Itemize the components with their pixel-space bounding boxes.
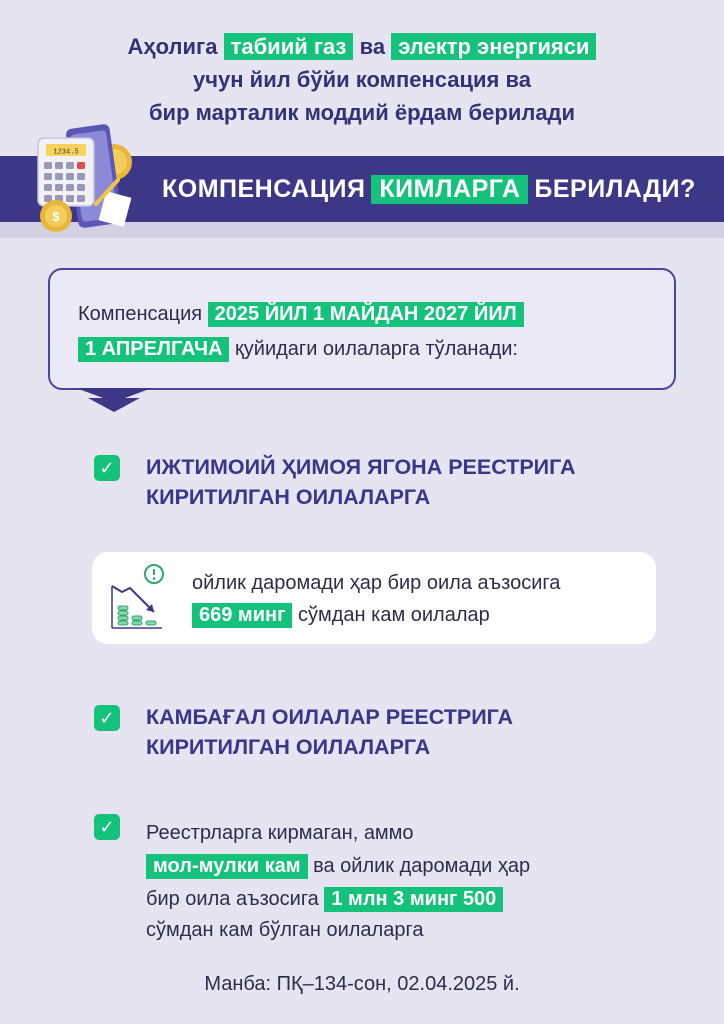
criterion-title-2 xyxy=(146,702,686,762)
title-line-2: учун йил бўйи компенсация ва xyxy=(193,67,531,92)
source-note: Манба: ПҚ–134-сон, 02.04.2025 й. xyxy=(204,973,520,995)
svg-text:$: $ xyxy=(52,209,60,224)
income-card-text xyxy=(192,568,652,630)
low-property-highlight: мол-мулки кам xyxy=(146,854,308,879)
calculator-display: 1234.5 xyxy=(53,148,79,157)
check-icon: ✓ xyxy=(94,705,120,731)
criterion-text-3 xyxy=(146,818,686,946)
criterion-3-line-1: Реестрларга кирмаган, аммо xyxy=(146,822,414,844)
calculator-coins-icon xyxy=(26,118,146,238)
title-highlight-electricity: электр энергияси xyxy=(391,33,596,60)
intro-text xyxy=(78,298,658,366)
criterion-title-1 xyxy=(146,452,686,512)
criterion-3-line-3: бир оила аъзосига xyxy=(146,888,319,910)
title-highlight-gas: табиий газ xyxy=(224,33,354,60)
income-card-suffix: сўмдан кам оилалар xyxy=(298,604,490,626)
income-threshold-highlight-2: 1 млн 3 минг 500 xyxy=(324,887,503,912)
criterion-1-line-1: ИЖТИМОИЙ ҲИМОЯ ЯГОНА РЕЕСТРИГА xyxy=(146,455,576,479)
income-threshold-highlight: 669 минг xyxy=(192,603,292,628)
chevron-down-icon xyxy=(76,388,152,412)
intro-date-highlight-1: 2025 ЙИЛ 1 МАЙДАН 2027 ЙИЛ xyxy=(208,302,524,327)
declining-income-icon xyxy=(108,562,168,632)
title-line-3: бир марталик моддий ёрдам берилади xyxy=(148,100,576,125)
check-icon: ✓ xyxy=(94,814,120,840)
criterion-2-line-1: КАМБАҒАЛ ОИЛАЛАР РЕЕСТРИГА xyxy=(146,705,514,729)
banner-text-part1: КОМПЕНСАЦИЯ xyxy=(162,175,366,203)
intro-date-highlight-2: 1 АПРЕЛГАЧА xyxy=(78,337,229,362)
title-text: Аҳолига xyxy=(127,34,218,59)
income-card-line-1: ойлик даромади ҳар бир оила аъзосига xyxy=(192,572,561,594)
banner-title xyxy=(162,172,722,206)
intro-suffix: қуйидаги оилаларга тўланади: xyxy=(235,338,518,360)
criterion-3-line-4: сўмдан кам бўлган оилаларга xyxy=(146,919,424,941)
title-text: ва xyxy=(359,34,386,59)
criterion-3-line-2: ва ойлик даромади ҳар xyxy=(313,855,531,877)
intro-prefix: Компенсация xyxy=(78,303,203,325)
criterion-1-line-2: КИРИТИЛГАН ОИЛАЛАРГА xyxy=(146,485,431,509)
banner-highlight: КИМЛАРГА xyxy=(371,175,528,204)
page-title xyxy=(0,30,724,129)
banner-text-part2: БЕРИЛАДИ? xyxy=(534,175,696,203)
title-line-1 xyxy=(0,30,724,63)
check-icon: ✓ xyxy=(94,455,120,481)
criterion-2-line-2: КИРИТИЛГАН ОИЛАЛАРГА xyxy=(146,735,431,759)
